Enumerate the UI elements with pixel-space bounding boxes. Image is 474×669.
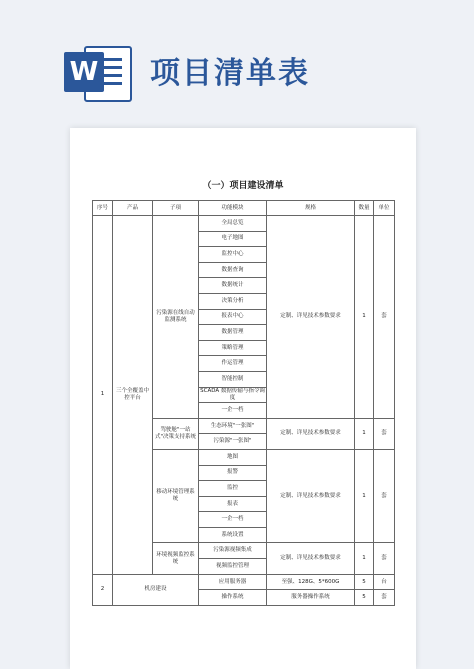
module-cell: 监控 <box>199 481 267 497</box>
header <box>0 0 474 118</box>
quantity-cell: 1 <box>355 216 374 419</box>
spec-cell: 定制、详见技术参数要求 <box>267 216 355 419</box>
subitem-cell: 污染源在线自动监测系统 <box>153 216 199 419</box>
unit-cell: 套 <box>374 543 395 574</box>
module-cell: 数据查询 <box>199 262 267 278</box>
word-logo-icon <box>60 40 132 102</box>
product-cell: 机房建设 <box>113 574 199 605</box>
column-header: 功能模块 <box>199 201 267 216</box>
row-number: 1 <box>93 216 113 575</box>
module-cell: 报警 <box>199 465 267 481</box>
module-cell: 系统设置 <box>199 527 267 543</box>
column-header: 序号 <box>93 201 113 216</box>
quantity-cell: 1 <box>355 543 374 574</box>
module-cell: 策略管理 <box>199 340 267 356</box>
module-cell: 报表中心 <box>199 309 267 325</box>
module-cell: 一企一档 <box>199 403 267 419</box>
column-header: 单位 <box>374 201 395 216</box>
module-cell: 报表 <box>199 496 267 512</box>
unit-cell: 套 <box>374 590 395 606</box>
table-row <box>93 216 395 232</box>
unit-cell: 台 <box>374 574 395 590</box>
unit-cell: 套 <box>374 216 395 419</box>
quantity-cell: 5 <box>355 590 374 606</box>
page-title: 项目清单表 <box>150 56 310 91</box>
module-cell: 地图 <box>199 449 267 465</box>
subitem-cell: 环境视频监控系统 <box>153 543 199 574</box>
module-cell: 数据统计 <box>199 278 267 294</box>
spec-cell: 定制、详见技术参数要求 <box>267 449 355 543</box>
module-cell: SCADA 数据传输与指令调度 <box>200 387 265 401</box>
column-header: 数量 <box>355 201 374 216</box>
module-cell: 数据管理 <box>199 325 267 341</box>
unit-cell: 套 <box>374 449 395 543</box>
quantity-cell: 1 <box>355 449 374 543</box>
spec-cell: 服务器操作系统 <box>267 590 355 606</box>
module-cell: 污染源视频集成 <box>199 543 267 559</box>
project-table <box>92 200 395 606</box>
quantity-cell: 1 <box>355 418 374 449</box>
row-number: 2 <box>93 574 113 605</box>
spec-cell: 至强、128G、5*600G <box>267 574 355 590</box>
module-cell: 全局总览 <box>199 216 267 232</box>
subitem-cell: 驾驶舱"一站式"决策支持系统 <box>153 418 199 449</box>
table-title: （一）项目建设清单 <box>202 181 284 191</box>
module-cell: 作运管理 <box>199 356 267 372</box>
module-cell: 操作系统 <box>199 590 267 606</box>
logo-letter: W <box>64 52 104 92</box>
module-cell: 视频监控管理 <box>199 559 267 575</box>
quantity-cell: 5 <box>355 574 374 590</box>
column-header: 产品 <box>113 201 153 216</box>
subitem-cell: 移动环境管理系统 <box>153 449 199 543</box>
column-header: 规格 <box>267 201 355 216</box>
document-page <box>70 128 416 669</box>
column-header: 子项 <box>153 201 199 216</box>
module-cell: 智能控制 <box>199 371 267 387</box>
spec-cell: 定制、详见技术参数要求 <box>267 418 355 449</box>
product-cell: 三个全覆盖中控平台 <box>113 216 153 575</box>
spec-cell: 定制、详见技术参数要求 <box>267 543 355 574</box>
module-cell: 监控中心 <box>199 247 267 263</box>
module-cell: 污染源"一张图" <box>199 434 267 450</box>
module-cell: 生态环境"一张图" <box>199 418 267 434</box>
table-row <box>93 574 395 590</box>
module-cell: 决策分析 <box>199 293 267 309</box>
module-cell: 一企一档 <box>199 512 267 528</box>
unit-cell: 套 <box>374 418 395 449</box>
table-header-row <box>93 201 395 216</box>
module-cell: 应用服务器 <box>199 574 267 590</box>
module-cell: 电子地图 <box>199 231 267 247</box>
